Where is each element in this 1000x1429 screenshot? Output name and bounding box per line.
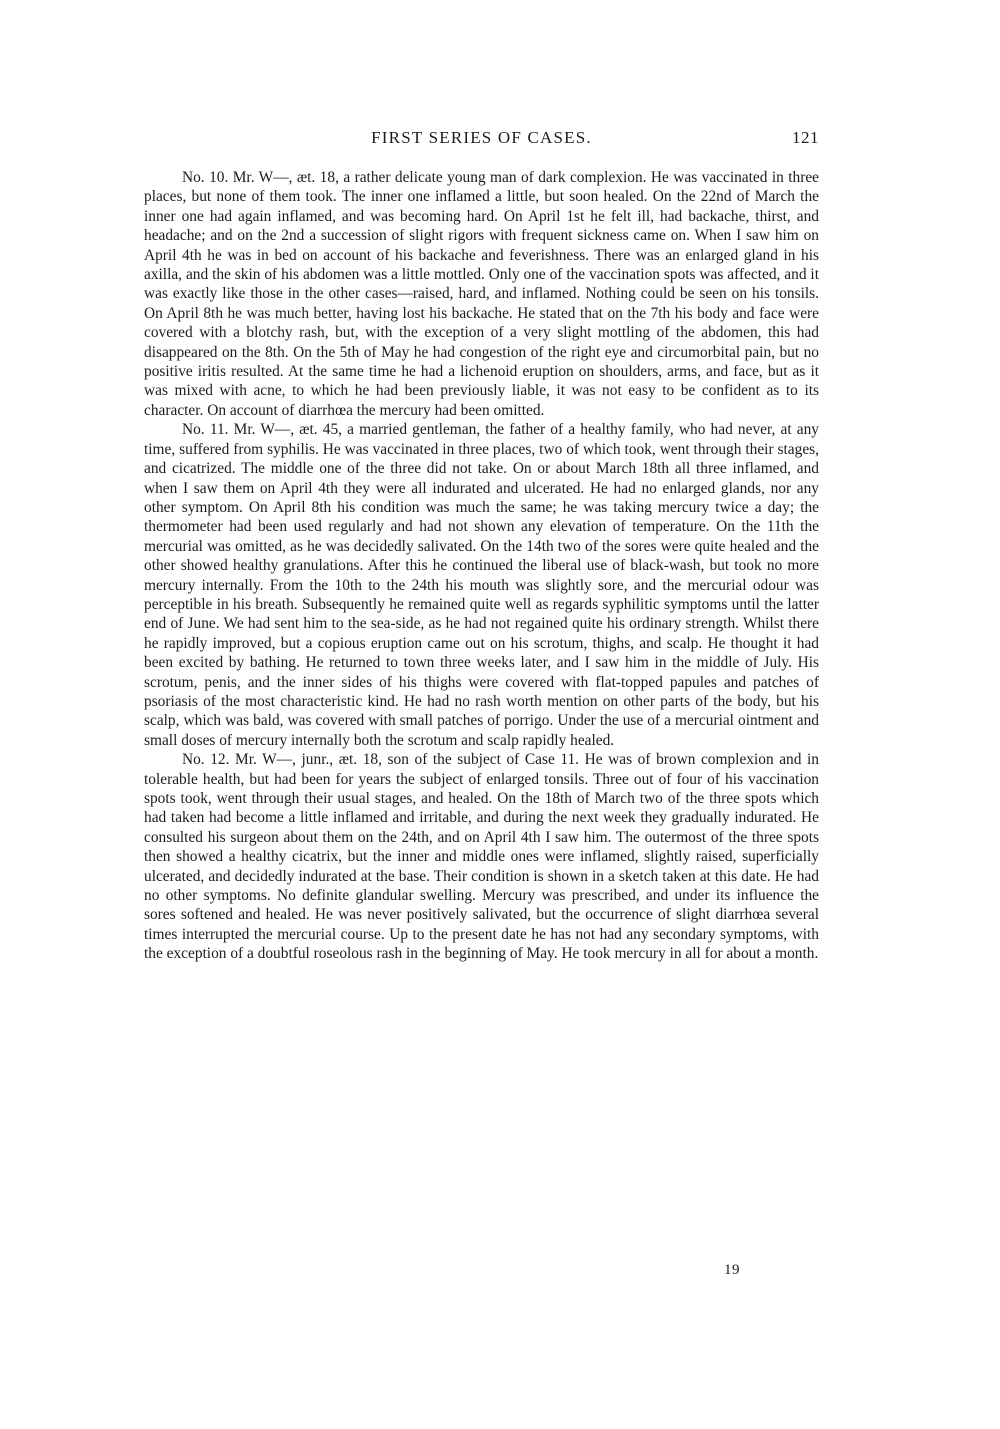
page-number: 121 bbox=[792, 128, 819, 147]
case-paragraph-11: No. 11. Mr. W—, æt. 45, a married gentleman, the father of a healthy family, who had never, at any time, suffered from syphilis. He was vaccinated in three places, two of which took, went through their stages, and cicatrized. The middle one of the three did not take. On or about March 18th all three inflamed, and when I saw them on April 4th they were all indurated and ulcerated. He had no enlarged glands, nor any other symptom. On April 8th his condition was much the same; he was taking mercury twice a day; the thermometer had been used regularly and had not shown any elevation of temperature. On the 11th the mercurial was omitted, as he was decidedly salivated. On the 14th two of the sores were quite healed and the other showed healthy granulations. After this he continued the liberal use of black-wash, but took no more mercury internally. From the 10th to the 24th his mouth was slightly sore, and the mercurial odour was perceptible in his breath. Subsequently he remained quite well as regards syphilitic symptoms until the latter end of June. We had sent him to the sea-side, as he had not regained quite his ordinary strength. Whilst there he rapidly improved, but a copious eruption came out on his scrotum, thighs, and scalp. He thought it had been excited by bathing. He returned to town three weeks later, and I saw him in the middle of July. His scrotum, penis, and the inner sides of his thighs were covered with flat-topped papules and patches of psoriasis of the most characteristic kind. He had no rash worth mention on other parts of the body, but his scalp, which was bald, was covered with small patches of porrigo. Under the use of a mercurial ointment and small doses of mercury internally both the scrotum and scalp rapidly healed. bbox=[144, 421, 819, 749]
signature-mark: 19 bbox=[724, 1262, 740, 1278]
running-head bbox=[144, 128, 819, 154]
body-text bbox=[144, 168, 819, 964]
case-paragraph-12: No. 12. Mr. W—, junr., æt. 18, son of the subject of Case 11. He was of brown complexion and in tolerable health, but had been for years the subject of enlarged tonsils. Three out of four of his vaccination spots took, went through their usual stages, and healed. On the 18th of March two of the three spots which had taken had become a little inflamed and irritable, and during the next week they gradually indurated. He consulted his surgeon about them on the 24th, and on April 4th I saw him. The outermost of the three spots then showed a healthy cicatrix, but the inner and middle ones were inflamed, slightly raised, superficially ulcerated, and decidedly indurated at the base. Their condition is shown in a sketch taken at this date. He had no other symptoms. No definite glandular swelling. Mercury was prescribed, and under its influence the sores softened and healed. He was never positively salivated, but the occurrence of slight diarrhœa several times interrupted the mercurial course. Up to the present date he has not had any secondary symptoms, with the exception of a doubtful roseolous rash in the beginning of May. He took mercury in all for about a month. bbox=[144, 751, 819, 963]
page-content bbox=[144, 128, 819, 964]
running-title: FIRST SERIES OF CASES. bbox=[371, 128, 592, 147]
case-paragraph-10: No. 10. Mr. W—, æt. 18, a rather delicate young man of dark complexion. He was vaccinated in three places, but none of them took. The inner one inflamed a little, but soon healed. On the 22nd of March the inner one had again inflamed, and was becoming hard. On April 1st he felt ill, had backache, thirst, and headache; and on the 2nd a succession of slight rigors with frequent sickness came on. When I saw him on April 4th he was in bed on account of his backache and feverishness. There was an enlarged gland in his axilla, and the skin of his abdomen was a little mottled. Only one of the vaccination spots was affected, and it was exactly like those in the other cases—raised, hard, and inflamed. Nothing could be seen on his tonsils. On April 8th he was much better, having lost his backache. He stated that on the 7th his body and face were covered with a blotchy rash, but, with the exception of a very slight mottling of the abdomen, this had disappeared on the 8th. On the 5th of May he had congestion of the right eye and circumorbital pain, but no positive iritis resulted. At the same time he had a lichenoid eruption on shoulders, arms, and face, but as it was mixed with acne, to which he had been previously liable, it was not easy to be confident as to its character. On account of diarrhœa the mercury had been omitted. bbox=[144, 169, 819, 419]
